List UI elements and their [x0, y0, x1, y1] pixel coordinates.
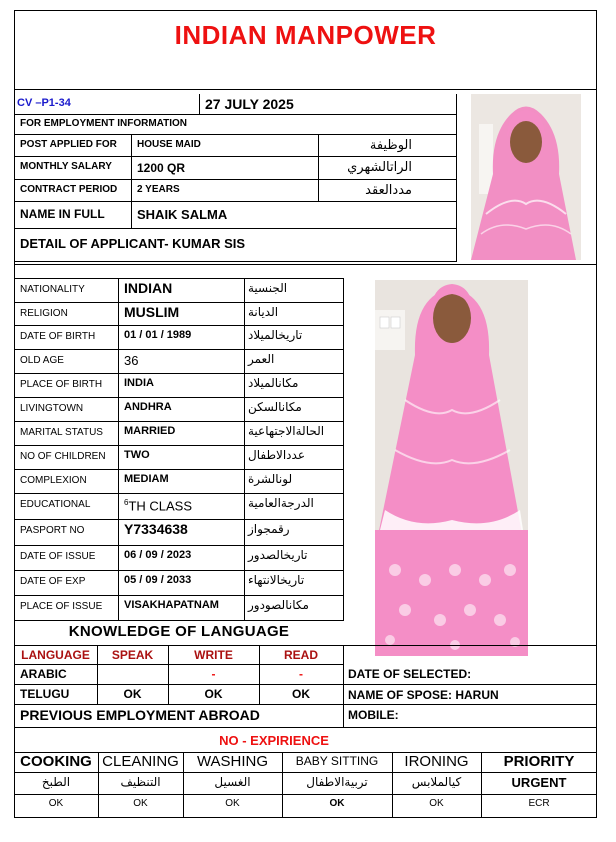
detail-value: TWO — [124, 449, 150, 461]
detail-label: PLACE OF BIRTH — [20, 379, 103, 390]
detail-arabic: مكانالسكن — [248, 400, 302, 414]
skills-value: OK — [133, 798, 148, 809]
skills-header: BABY SITTING — [295, 754, 379, 768]
top-info-value: 1200 QR — [137, 161, 186, 175]
top-info-divider — [318, 135, 319, 157]
skills-arabic: التنظيف — [120, 775, 161, 789]
detail-label: PASPORT NO — [20, 525, 85, 536]
detail-value: 06 / 09 / 2023 — [124, 549, 192, 561]
detail-label: COMPLEXION — [20, 475, 87, 486]
language-level: OK — [204, 687, 223, 701]
top-info-label: CONTRACT PERIOD — [20, 184, 118, 195]
right-info-line-1 — [343, 684, 597, 685]
page-title: INDIAN MANPOWER — [174, 20, 437, 50]
detail-label: PLACE OF ISSUE — [20, 601, 103, 612]
language-title: KNOWLEDGE OF LANGUAGE — [68, 623, 290, 640]
name-label: NAME IN FULL — [20, 207, 105, 221]
detail-label: RELIGION — [20, 308, 68, 319]
language-header-cell: READ — [283, 648, 318, 662]
details-left-border-col1 — [118, 278, 119, 620]
detail-value: MARRIED — [124, 425, 176, 437]
detail-value: 01 / 01 / 1989 — [124, 329, 192, 341]
for-employment-cell — [14, 115, 457, 135]
previous-employment-title: PREVIOUS EMPLOYMENT ABROAD — [20, 707, 260, 723]
detail-label: NATIONALITY — [20, 284, 85, 295]
detail-arabic: رقمجواز — [248, 522, 290, 536]
skills-value: OK — [429, 798, 444, 809]
detail-value: MUSLIM — [124, 304, 180, 320]
detail-arabic: مكانالصودور — [248, 598, 309, 612]
language-name: TELUGU — [20, 687, 70, 701]
detail-arabic: الدرجةالعامية — [248, 496, 314, 510]
detail-value: 05 / 09 / 2033 — [124, 574, 192, 586]
detail-label: LIVINGTOWN — [20, 403, 84, 414]
details-left-border-col2 — [244, 278, 245, 620]
skills-arabic: الغسيل — [214, 775, 251, 789]
detail-row-line — [14, 445, 344, 446]
previous-employment-value: NO - EXPIRIENCE — [219, 733, 329, 748]
detail-arabic: الحالةالاجتهاعية — [248, 424, 325, 438]
detail-row-line — [14, 493, 344, 494]
skills-row-line — [14, 794, 597, 795]
detail-row-line — [14, 349, 344, 350]
detail-of-applicant: DETAIL OF APPLICANT- KUMAR SIS — [20, 236, 246, 251]
skills-value: OK — [48, 798, 64, 809]
skills-value: OK — [329, 798, 345, 809]
detail-value: ANDHRA — [124, 401, 172, 413]
detail-arabic: مكانالميلاد — [248, 376, 299, 390]
form-date: 27 JULY 2025 — [205, 96, 294, 112]
details-right-border — [343, 278, 344, 620]
skills-header: PRIORITY — [503, 753, 575, 770]
language-header-cell: WRITE — [194, 648, 233, 662]
language-right-border — [343, 645, 344, 727]
top-info-arabic: مددالعقد — [365, 183, 412, 198]
detail-row-line — [14, 469, 344, 470]
top-info-divider — [131, 135, 132, 157]
detail-label: NO OF CHILDREN — [20, 451, 106, 462]
language-level: OK — [292, 687, 310, 701]
detail-arabic: الجنسية — [248, 281, 288, 295]
top-info-label: POST APPLIED FOR — [20, 139, 117, 150]
detail-arabic: تاريخالميلاد — [248, 328, 303, 342]
detail-label: DATE OF BIRTH — [20, 331, 96, 342]
language-row-line — [14, 664, 344, 665]
top-info-divider — [318, 180, 319, 202]
skills-arabic: تربيةالاطفال — [306, 775, 368, 789]
detail-row-line — [14, 373, 344, 374]
skills-header: CLEANING — [102, 753, 179, 770]
detail-value: 36 — [124, 353, 139, 368]
detail-row-line — [14, 325, 344, 326]
top-info-divider — [131, 157, 132, 180]
skills-header: WASHING — [196, 753, 269, 770]
spouse-name: NAME OF SPOSE: HARUN — [348, 688, 499, 702]
detail-label: OLD AGE — [20, 355, 64, 366]
detail-arabic: تاريخالصدور — [248, 548, 308, 562]
detail-row-line — [14, 278, 344, 279]
detail-arabic: الديانة — [248, 305, 279, 319]
mobile-label: MOBILE: — [348, 708, 399, 722]
for-employment-label: FOR EMPLOYMENT INFORMATION — [20, 118, 188, 129]
skills-value: ECR — [528, 798, 550, 809]
detail-value: MEDIAM — [124, 473, 169, 485]
applicant-photo-large — [375, 280, 528, 656]
right-info-line-2 — [343, 704, 597, 705]
language-header-cell: SPEAK — [111, 648, 154, 662]
detail-label: MARITAL STATUS — [20, 427, 103, 438]
name-divider — [131, 202, 132, 229]
detail-arabic: لونالشرة — [248, 472, 293, 486]
skills-row-line — [14, 772, 597, 773]
language-name: ARABIC — [20, 667, 67, 681]
top-info-divider — [131, 180, 132, 202]
top-info-value: 2 YEARS — [137, 184, 180, 195]
priority-value: URGENT — [511, 775, 567, 790]
detail-row-line — [14, 519, 344, 520]
date-selected-label: DATE OF SELECTED: — [348, 667, 472, 681]
detail-arabic: عددالاطفال — [248, 448, 305, 462]
top-info-label: MONTHLY SALARY — [20, 161, 112, 172]
detail-arabic: تاريخالانتهاء — [248, 573, 305, 587]
language-row-line — [14, 704, 344, 705]
detail-row-line — [14, 595, 344, 596]
detail-value: VISAKHAPATNAM — [124, 599, 219, 611]
detail-label: DATE OF EXP — [20, 576, 86, 587]
detail-label: EDUCATIONAL — [20, 499, 91, 510]
language-level: OK — [123, 687, 142, 701]
detail-arabic: العمر — [248, 352, 275, 366]
detail-row-line — [14, 545, 344, 546]
detail-row-line — [14, 397, 344, 398]
top-info-value: HOUSE MAID — [137, 139, 201, 150]
detail-value: INDIAN — [124, 280, 173, 296]
top-section-divider — [14, 264, 597, 265]
skills-header: IRONING — [404, 753, 469, 770]
applicant-photo-small — [471, 94, 581, 260]
detail-row-line — [14, 570, 344, 571]
skills-arabic: كيالملابس — [411, 775, 462, 789]
top-info-arabic: الوظيفة — [369, 138, 412, 153]
top-date-cell — [200, 94, 457, 115]
language-header-cell: LANGUAGE — [21, 648, 90, 662]
language-level: - — [299, 667, 303, 681]
detail-value: Y7334638 — [124, 521, 188, 537]
detail-value: $^6$TH CLASS — [124, 498, 193, 514]
name-value: SHAIK SALMA — [137, 207, 228, 222]
language-level: - — [211, 667, 216, 681]
title-divider — [14, 89, 597, 90]
top-info-divider — [318, 157, 319, 180]
skills-arabic: الطبخ — [41, 775, 71, 789]
skills-header: COOKING — [20, 753, 92, 770]
detail-row-line — [14, 421, 344, 422]
detail-row-line — [14, 302, 344, 303]
skills-value: OK — [225, 798, 240, 809]
cv-code: CV –P1-34 — [17, 97, 71, 109]
detail-label: DATE OF ISSUE — [20, 551, 96, 562]
language-row-line — [14, 684, 344, 685]
top-info-arabic: الراتالشهري — [347, 160, 412, 175]
language-title-line — [14, 645, 597, 646]
detail-value: INDIA — [124, 377, 154, 389]
language-top-line — [14, 620, 344, 621]
previous-line — [14, 727, 597, 728]
